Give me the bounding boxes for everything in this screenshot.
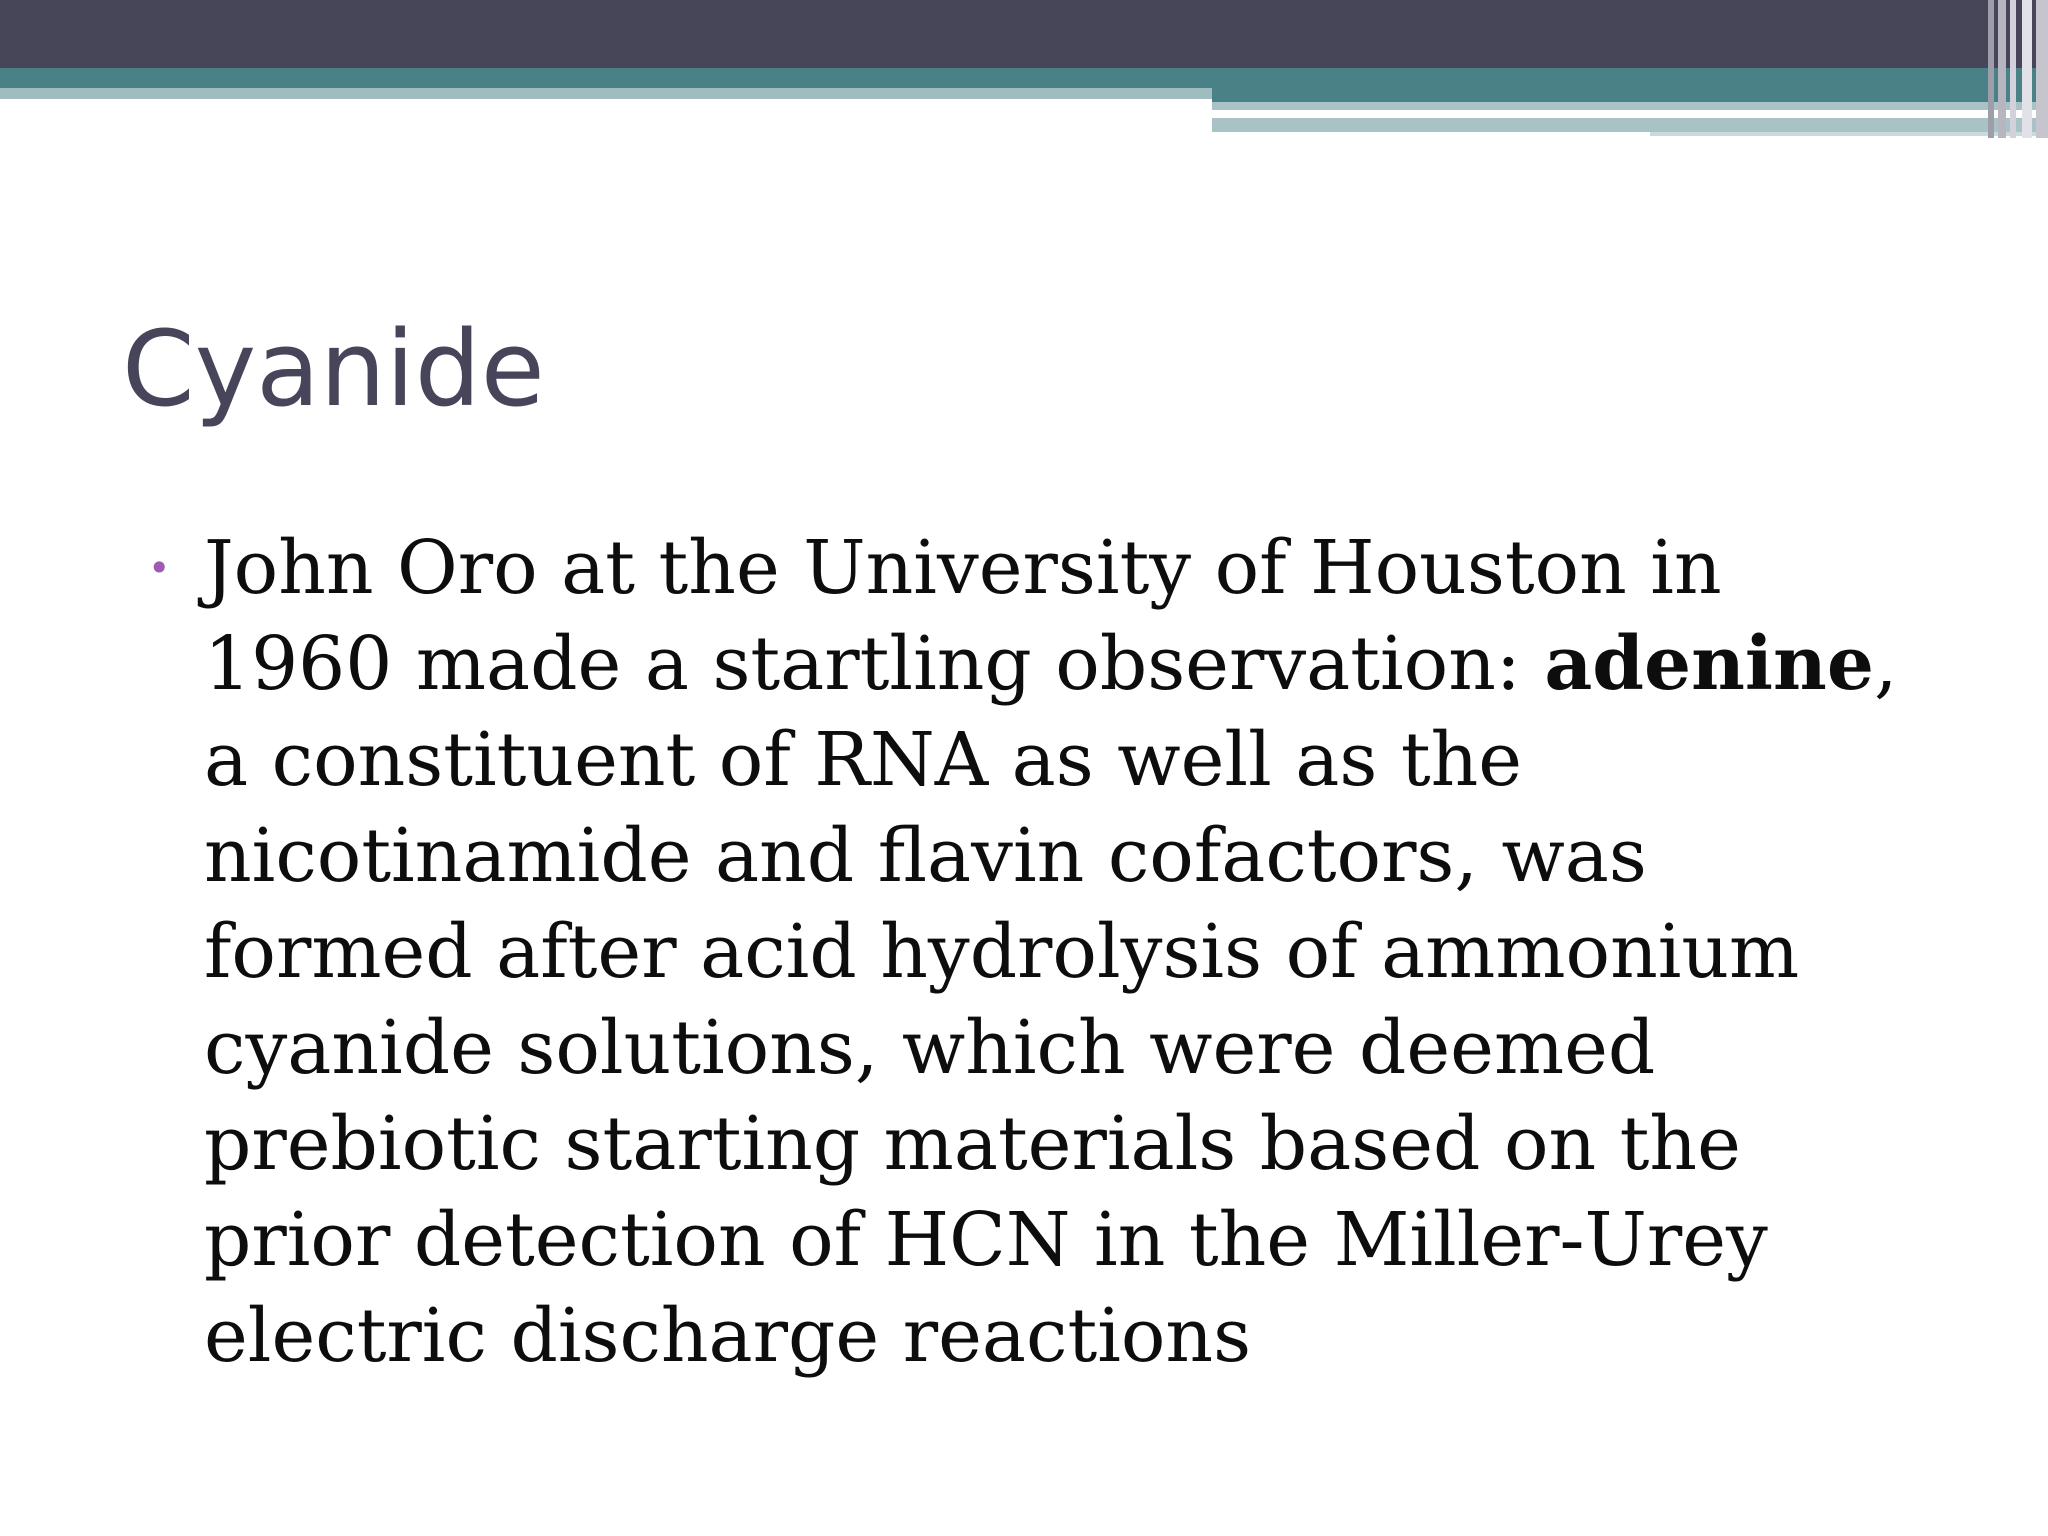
header-band-light-left — [0, 88, 1212, 99]
header-band-dark — [0, 0, 2048, 68]
bullet-text-before: John Oro at the University of Houston in 1960 made a startling observation: — [204, 525, 1722, 707]
header-vertical-stripe — [1988, 0, 1994, 138]
bullet-text-after: , a constituent of RNA as well as the nicotinamide and flavin cofactors, was formed after acid hydrolysis of ammonium cyanide solutions, which were deemed prebiotic starting materials based on the prior detection of HCN in the Miller-Urey electric discharge reactions — [204, 621, 1898, 1379]
bullet-text — [204, 520, 1904, 1384]
header-vertical-stripe — [1998, 0, 2006, 138]
bullet-text-bold: adenine — [1544, 621, 1874, 707]
slide-body — [148, 520, 1908, 1384]
header-vertical-stripe — [2010, 0, 2016, 138]
header-band-teal — [0, 68, 2048, 88]
bullet-item — [148, 520, 1908, 1384]
header-vertical-stripe — [2036, 0, 2048, 138]
header-band-teal-right — [1212, 88, 2048, 102]
header-vertical-stripe — [2022, 0, 2032, 138]
header-band-right-lower — [1212, 118, 2048, 132]
slide-title: Cyanide — [122, 308, 545, 430]
bullet-dot-icon: • — [148, 546, 171, 590]
header-band-right-upper — [1212, 102, 2048, 110]
